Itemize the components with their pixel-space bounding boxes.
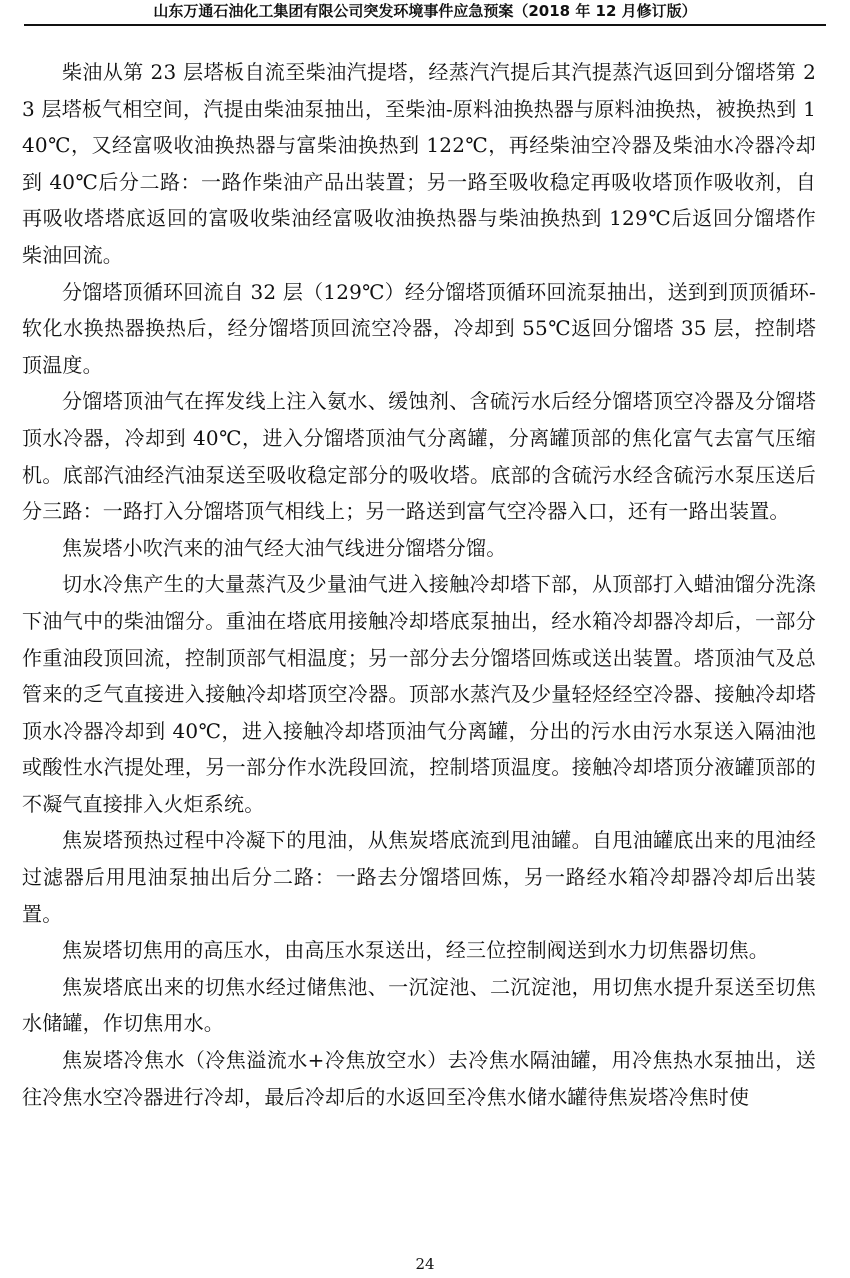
page-number: 24 (415, 1255, 435, 1273)
paragraph-blowdown-oil: 焦炭塔预热过程中冷凝下的甩油，从焦炭塔底流到甩油罐。自甩油罐底出来的甩油经过滤器后用甩油泵抽出后分二路：一路去分馏塔回炼，另一路经水箱冷却器冷却后出装置。 (22, 828, 816, 926)
paragraph-small-blow-steam: 焦炭塔小吹汽来的油气经大油气线进分馏塔分馏。 (62, 535, 507, 560)
paragraph-overhead-oil-gas: 分馏塔顶油气在挥发线上注入氨水、缓蚀剂、含硫污水后经分馏塔顶空冷器及分馏塔顶水冷器，冷却到 40℃，进入分馏塔顶油气分离罐，分离罐顶部的焦化富气去富气压缩机。底部汽油经汽油泵送至吸收稳定部分的吸收塔。底部的含硫污水经含硫污水泵压送后分三路：一路打入分馏塔顶气相线上；另一路送到富气空冷器入口，还有一路出装置。 (22, 389, 816, 524)
document-header: 山东万通石油化工集团有限公司突发环境事件应急预案（2018 年 12 月修订版） (153, 2, 697, 20)
paragraph-high-pressure-water: 焦炭塔切焦用的高压水，由高压水泵送出，经三位控制阀送到水力切焦器切焦。 (62, 938, 769, 963)
paragraph-cutting-water: 焦炭塔底出来的切焦水经过储焦池、一沉淀池、二沉淀池，用切焦水提升泵送至切焦水储罐，作切焦用水。 (22, 974, 816, 1036)
paragraph-diesel-stripping: 柴油从第 23 层塔板自流至柴油汽提塔，经蒸汽汽提后其汽提蒸汽返回到分馏塔第 23 层塔板气相空间，汽提由柴油泵抽出，至柴油-原料油换热器与原料油换热，被换热到 140℃，又经富吸收油换热器与富柴油换热到 122℃，再经柴油空冷器及柴油水冷器冷却到 40℃后分二路：一路作柴油产品出装置；另一路至吸收稳定再吸收塔顶作吸收剂，自再吸收塔塔底返回的富吸收柴油经富吸收油换热器与柴油换热到 129℃后返回分馏塔作柴油回流。 (22, 60, 816, 267)
paragraph-coke-cooling-water: 焦炭塔冷焦水（冷焦溢流水+冷焦放空水）去冷焦水隔油罐，用冷焦热水泵抽出，送往冷焦水空冷器进行冷却，最后冷却后的水返回至冷焦水储水罐待焦炭塔冷焦时使 (22, 1048, 816, 1109)
paragraph-top-circulating-reflux: 分馏塔顶循环回流自 32 层（129℃）经分馏塔顶循环回流泵抽出，送到到顶顶循环-软化水换热器换热后，经分馏塔顶回流空冷器，冷却到 55℃返回分馏塔 35 层，控制塔顶温度。 (22, 279, 816, 377)
document-body (22, 54, 816, 1115)
header-divider (24, 24, 826, 26)
paragraph-contact-cooling-tower: 切水冷焦产生的大量蒸汽及少量油气进入接触冷却塔下部，从顶部打入蜡油馏分洗涤下油气中的柴油馏分。重油在塔底用接触冷却塔底泵抽出，经水箱冷却器冷却后，一部分作重油段顶回流，控制顶部气相温度；另一部分去分馏塔回炼或送出装置。塔顶油气及总管来的乏气直接进入接触冷却塔顶空冷器。顶部水蒸汽及少量轻烃经空冷器、接触冷却塔顶水冷器冷却到 40℃，进入接触冷却塔顶油气分离罐，分出的污水由污水泵送入隔油池或酸性水汽提处理，另一部分作水洗段回流，控制塔顶温度。接触冷却塔顶分液罐顶部的不凝气直接排入火炬系统。 (22, 572, 816, 816)
